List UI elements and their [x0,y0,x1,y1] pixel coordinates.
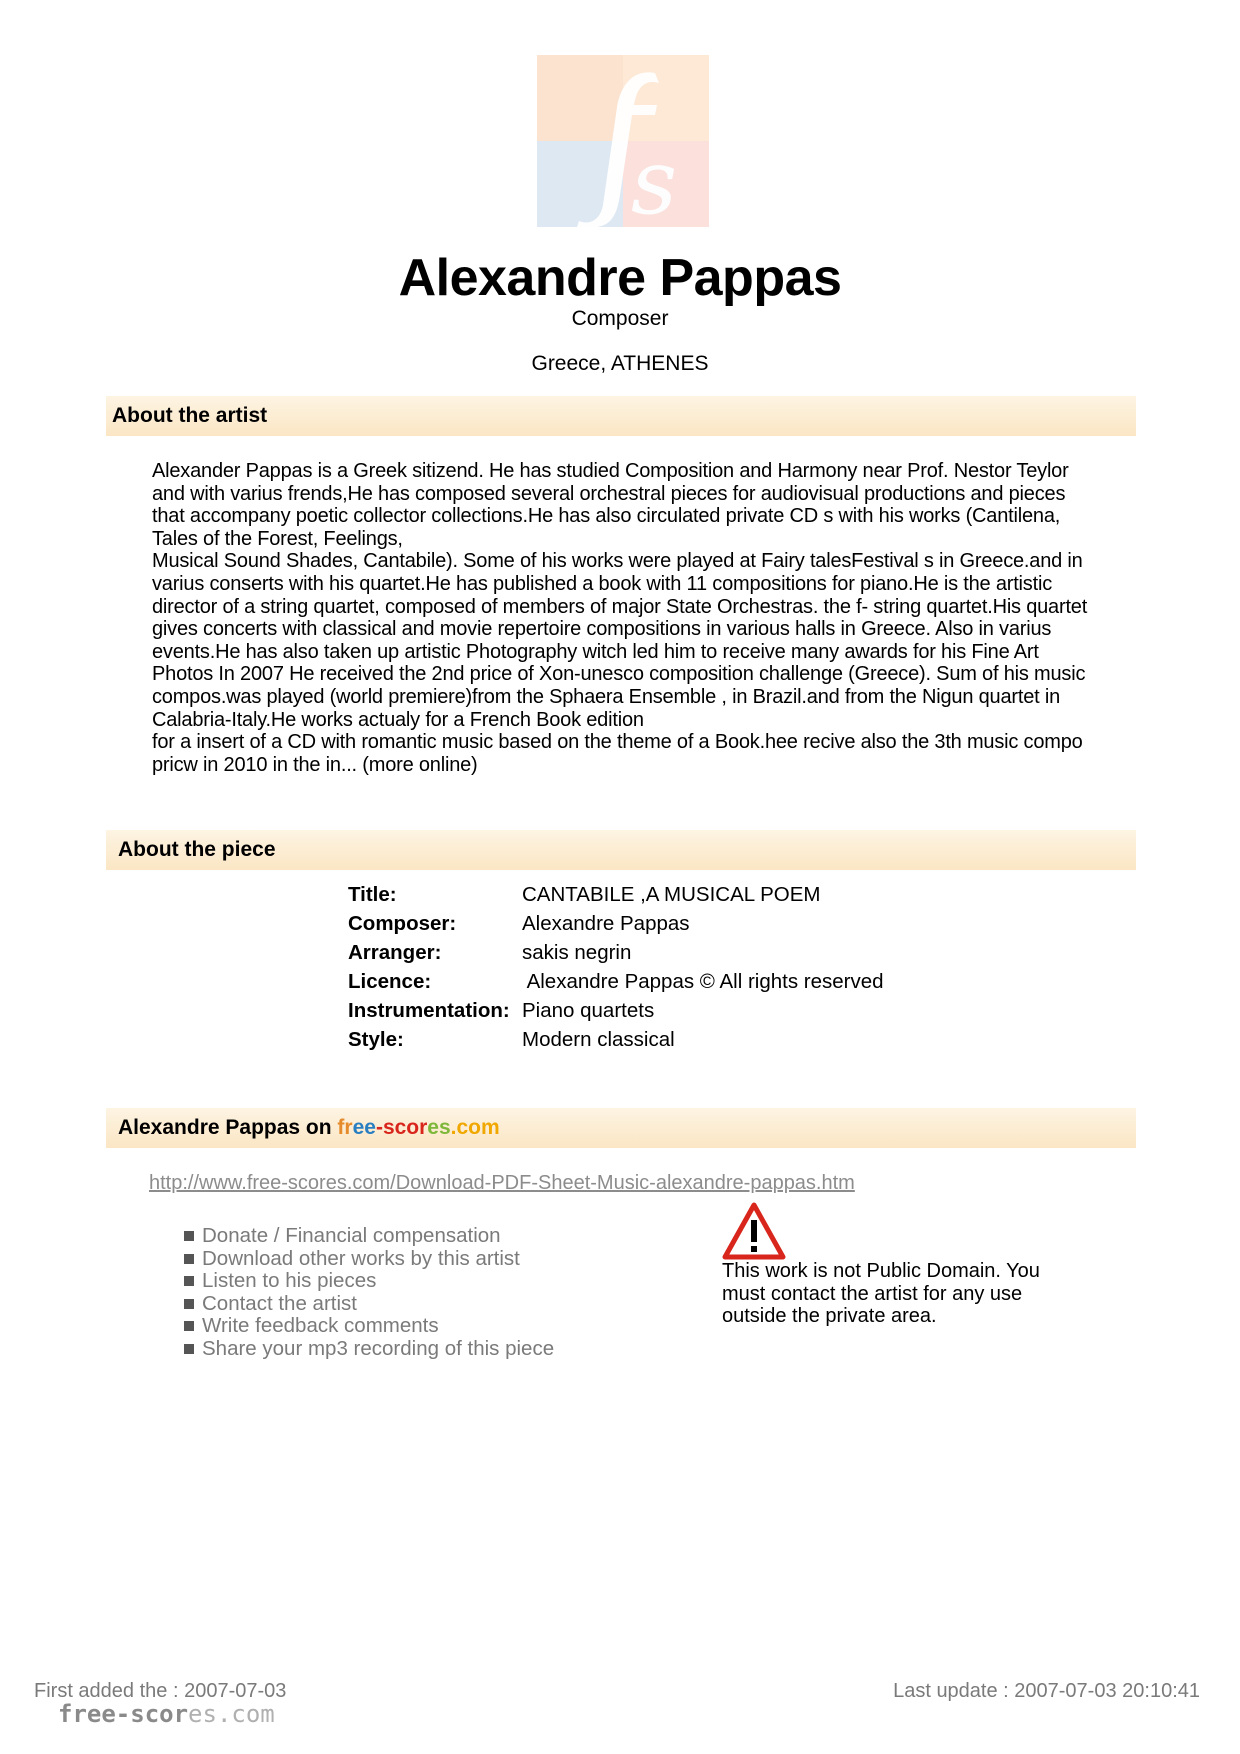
bio-paragraph: for a insert of a CD with romantic music based on the theme of a Book.hee recive also the 3th music compo pricw in 2010 in the in... (more online) [152,731,1083,776]
artist-bio [152,460,1092,776]
field-label: Arranger: [348,941,442,964]
copyright-warning: This work is not Public Domain. You must contact the artist for any use outside the private area. [722,1260,1040,1328]
artist-name: Alexandre Pappas [398,249,842,307]
free-scores-logo [537,55,709,227]
field-label: Instrumentation: [348,999,510,1022]
bio-paragraph: Musical Sound Shades, Cantabile). Some of his works were played at Fairy talesFestival s in Greece.and in varius conserts with his quartet.He has published a book with 11 compositions for piano.He is the artistic director of a string quartet, composed of members of major State Orchestras. the f- string quartet.His quartet gives concerts with classical and movie repertoire compositions in various halls in Greece. Also in varius events.He has also taken up artistic Photography witch led him to receive many awards for his Fine Art Photos In 2007 He received the 2nd price of Xon-unesco composition challenge (Greece). Sum of his music compos.was played (world premiere)from the Sphaera Ensemble , in Brazil.and from the Nigun quartet in Calabria-Italy.He works actualy for a French Book edition [152,550,1088,731]
brand-part: .com [450,1116,500,1139]
brand-part: fr [337,1116,353,1139]
square-bullet-icon [184,1254,194,1264]
field-label: Licence: [348,970,432,993]
bio-paragraph: Alexander Pappas is a Greek sitizend. He has studied Composition and Harmony near Prof. Nestor Teylor and with varius frends,He has composed several orchestral pieces for audiovisual productions and pieces that accompany poetic collector collections.He has also circulated private CD s with his works (Cantilena, Tales of the Forest, Feelings, [152,460,1069,550]
online-heading-prefix: Alexandre Pappas on [118,1116,338,1139]
first-added-date: First added the : 2007-07-03 [34,1680,287,1702]
square-bullet-icon [184,1231,194,1241]
artist-location: Greece, ATHENES [531,352,709,375]
field-label: Style: [348,1028,404,1051]
brand-part: scor [382,1116,428,1139]
field-value: CANTABILE ,A MUSICAL POEM [522,883,821,906]
field-label: Composer: [348,912,457,935]
action-label: Listen to his pieces [202,1269,377,1293]
field-value: Alexandre Pappas [522,912,690,935]
action-contact[interactable] [184,1293,554,1316]
action-label: Download other works by this artist [202,1246,520,1270]
square-bullet-icon [184,1299,194,1309]
footer-brand-tail: es.com [188,1700,275,1728]
action-label: Write feedback comments [202,1314,439,1338]
action-download-works[interactable] [184,1248,554,1271]
action-feedback[interactable] [184,1315,554,1338]
footer-brand-logo [58,1700,275,1728]
brand-part: - [375,1116,383,1139]
svg-text:s: s [631,130,678,227]
square-bullet-icon [184,1344,194,1354]
warning-triangle-icon [722,1202,786,1260]
square-bullet-icon [184,1321,194,1331]
action-label: Donate / Financial compensation [202,1224,501,1247]
piece-row-instrumentation [348,996,884,1025]
action-donate[interactable] [184,1225,554,1248]
fs-logo-icon [537,55,709,227]
piece-row-style [348,1025,884,1054]
square-bullet-icon [184,1276,194,1286]
brand-part: ee [352,1116,376,1139]
action-label: Contact the artist [202,1291,357,1315]
field-value: Alexandre Pappas © All rights reserved [522,970,884,993]
online-heading [106,1108,1136,1148]
field-value: Modern classical [522,1028,675,1051]
about-piece-heading: About the piece [106,830,1136,870]
artist-role: Composer [571,307,669,330]
piece-row-composer [348,909,884,938]
last-update-date: Last update : 2007-07-03 20:10:41 [893,1680,1200,1702]
action-listen[interactable] [184,1270,554,1293]
field-value: Piano quartets [522,999,655,1022]
action-share-mp3[interactable] [184,1338,554,1361]
field-label: Title: [348,883,397,906]
field-value: sakis negrin [522,941,632,964]
piece-row-licence [348,967,884,996]
piece-details-table [348,880,884,1054]
action-label: Share your mp3 recording of this piece [202,1336,555,1360]
piece-row-arranger [348,938,884,967]
free-scores-brand[interactable] [337,1116,499,1139]
piece-row-title [348,880,884,909]
about-artist-heading: About the artist [106,396,1136,436]
footer-brand-main: free-scor [58,1700,189,1728]
brand-part: es [427,1116,451,1139]
artist-actions-list [184,1225,554,1361]
artist-page-link[interactable]: http://www.free-scores.com/Download-PDF-Sheet-Music-alexandre-pappas.htm [149,1172,855,1194]
